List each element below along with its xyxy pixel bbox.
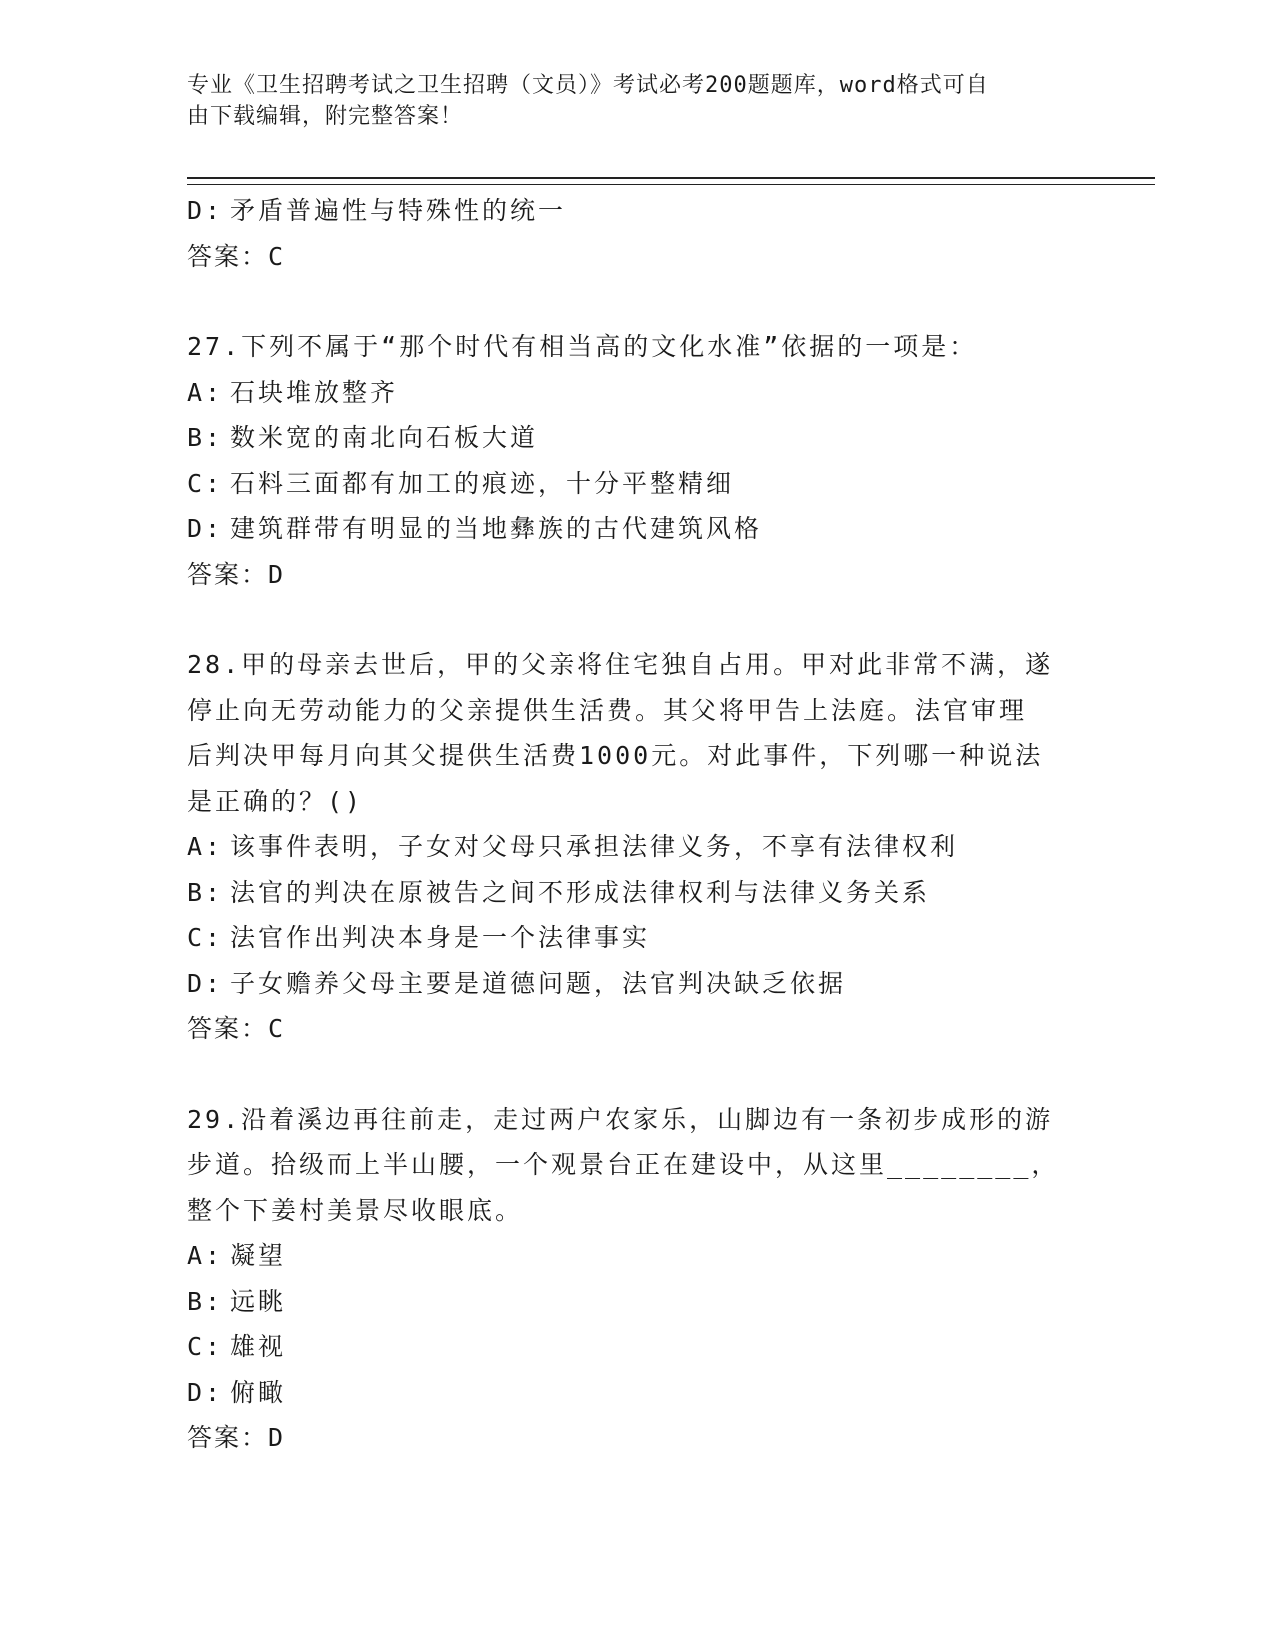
option-b: B: 远眺 <box>187 1286 287 1316</box>
question-stem-line-3: 后判决甲每月向其父提供生活费1000元。对此事件，下列哪一种说法 <box>187 741 1044 770</box>
question-stem: 27.下列不属于“那个时代有相当高的文化水准”依据的一项是： <box>187 332 978 361</box>
question-stem-line-4: 是正确的？() <box>187 786 364 816</box>
option-d: D: 俯瞰 <box>187 1377 287 1407</box>
answer: 答案：C <box>187 1014 286 1043</box>
answer: 答案：D <box>187 1423 286 1452</box>
question-stem-line-3: 整个下姜村美景尽收眼底。 <box>187 1195 524 1225</box>
option-c: C: 雄视 <box>187 1332 287 1361</box>
question-28 <box>187 642 1087 1052</box>
option-a: A: 凝望 <box>187 1241 287 1270</box>
option-b: B: 数米宽的南北向石板大道 <box>187 423 539 452</box>
prev-question-option-d: D: 矛盾普遍性与特殊性的统一 <box>187 196 567 225</box>
question-stem-line-1: 29.沿着溪边再往前走，走过两户农家乐，山脚边有一条初步成形的游 <box>187 1104 1054 1134</box>
question-content <box>187 188 1087 1461</box>
header-line-1: 专业《卫生招聘考试之卫生招聘（文员）》考试必考200题题库，word格式可自 <box>187 73 989 98</box>
header-divider <box>187 177 1155 185</box>
option-a: A: 该事件表明，子女对父母只承担法律义务，不享有法律权利 <box>187 832 959 861</box>
question-stem-line-2: 停止向无劳动能力的父亲提供生活费。其父将甲告上法庭。法官审理 <box>187 695 1028 725</box>
option-d: D: 建筑群带有明显的当地彝族的古代建筑风格 <box>187 514 763 543</box>
question-stem-line-1: 28.甲的母亲去世后，甲的父亲将住宅独自占用。甲对此非常不满，遂 <box>187 650 1054 679</box>
option-d: D: 子女赡养父母主要是道德问题，法官判决缺乏依据 <box>187 968 847 998</box>
question-27 <box>187 324 1087 597</box>
option-c: C: 法官作出判决本身是一个法律事实 <box>187 923 651 952</box>
option-c: C: 石料三面都有加工的痕迹，十分平整精细 <box>187 468 735 498</box>
option-a: A: 石块堆放整齐 <box>187 377 399 407</box>
option-b: B: 法官的判决在原被告之间不形成法律权利与法律义务关系 <box>187 877 931 907</box>
question-29 <box>187 1097 1087 1461</box>
page-header <box>187 70 1067 132</box>
prev-question-answer: 答案：C <box>187 241 286 271</box>
question-stem-line-2: 步道。拾级而上半山腰，一个观景台正在建设中，从这里________， <box>187 1150 1060 1179</box>
header-line-2: 由下载编辑，附完整答案！ <box>187 104 464 129</box>
answer: 答案：D <box>187 559 286 589</box>
